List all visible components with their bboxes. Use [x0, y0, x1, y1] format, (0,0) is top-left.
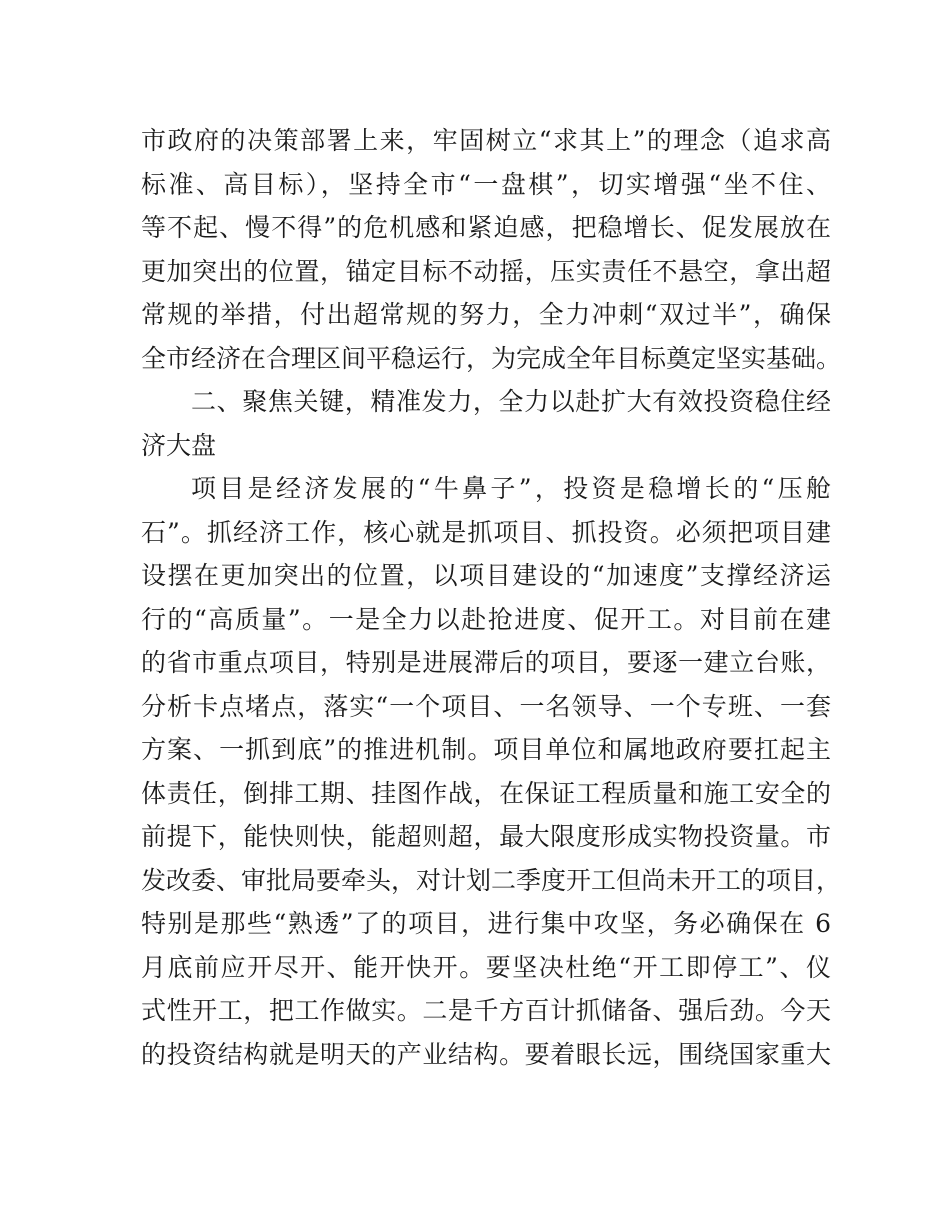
paragraph-line: 体责任，倒排工期、挂图作战，在保证工程质量和施工安全的 [141, 778, 831, 808]
paragraph-line: 标准、高目标），坚持全市“一盘棋”，切实增强“坐不住、 [141, 169, 831, 199]
paragraph-line: 常规的举措，付出超常规的努力，全力冲刺“双过半”，确保 [141, 300, 831, 329]
paragraph-line: 分析卡点堵点，落实“一个项目、一名领导、一个专班、一套 [141, 691, 831, 721]
paragraph-1 [141, 119, 842, 380]
paragraph-line: 项目是经济发展的“牛鼻子”，投资是稳增长的“压舱 [191, 474, 831, 503]
heading-line: 济大盘 [141, 430, 217, 460]
paragraph-line: 设摆在更加突出的位置，以项目建设的“加速度”支撑经济运 [141, 561, 831, 590]
section-heading [141, 380, 831, 467]
paragraph-line: 更加突出的位置，锚定目标不动摇，压实责任不悬空，拿出超 [141, 256, 831, 286]
paragraph-line: 市政府的决策部署上来，牢固树立“求其上”的理念（追求高 [141, 126, 831, 155]
paragraph-line: 发改委、审批局要牵头，对计划二季度开工但尚未开工的项目， [141, 865, 842, 895]
paragraph-line: 石”。抓经济工作，核心就是抓项目、抓投资。必须把项目建 [141, 517, 831, 547]
paragraph-line: 的投资结构就是明天的产业结构。要着眼长远，围绕国家重大 [141, 1039, 831, 1069]
heading-line: 二、聚焦关键，精准发力，全力以赴扩大有效投资稳住经 [191, 387, 831, 416]
paragraph-line: 特别是那些“熟透”了的项目，进行集中攻坚，务必确保在 6 [141, 909, 831, 938]
paragraph-line: 月底前应开尽开、能开快开。要坚决杜绝“开工即停工”、仪 [141, 952, 831, 982]
paragraph-line: 方案、一抓到底”的推进机制。项目单位和属地政府要扛起主 [141, 735, 831, 764]
paragraph-line: 行的“高质量”。一是全力以赴抢进度、促开工。对目前在建 [141, 604, 831, 634]
body-text [141, 119, 842, 1076]
paragraph-line: 式性开工，把工作做实。二是千方百计抓储备、强后劲。今天 [141, 996, 831, 1025]
paragraph-line: 的省市重点项目，特别是进展滞后的项目，要逐一建立台账， [141, 648, 831, 677]
paragraph-2 [141, 467, 842, 1076]
paragraph-line: 等不起、慢不得”的危机感和紧迫感，把稳增长、促发展放在 [141, 213, 831, 242]
paragraph-line: 前提下，能快则快，能超则超，最大限度形成实物投资量。市 [141, 822, 831, 851]
paragraph-line: 全市经济在合理区间平稳运行，为完成全年目标奠定坚实基础。 [141, 343, 842, 373]
